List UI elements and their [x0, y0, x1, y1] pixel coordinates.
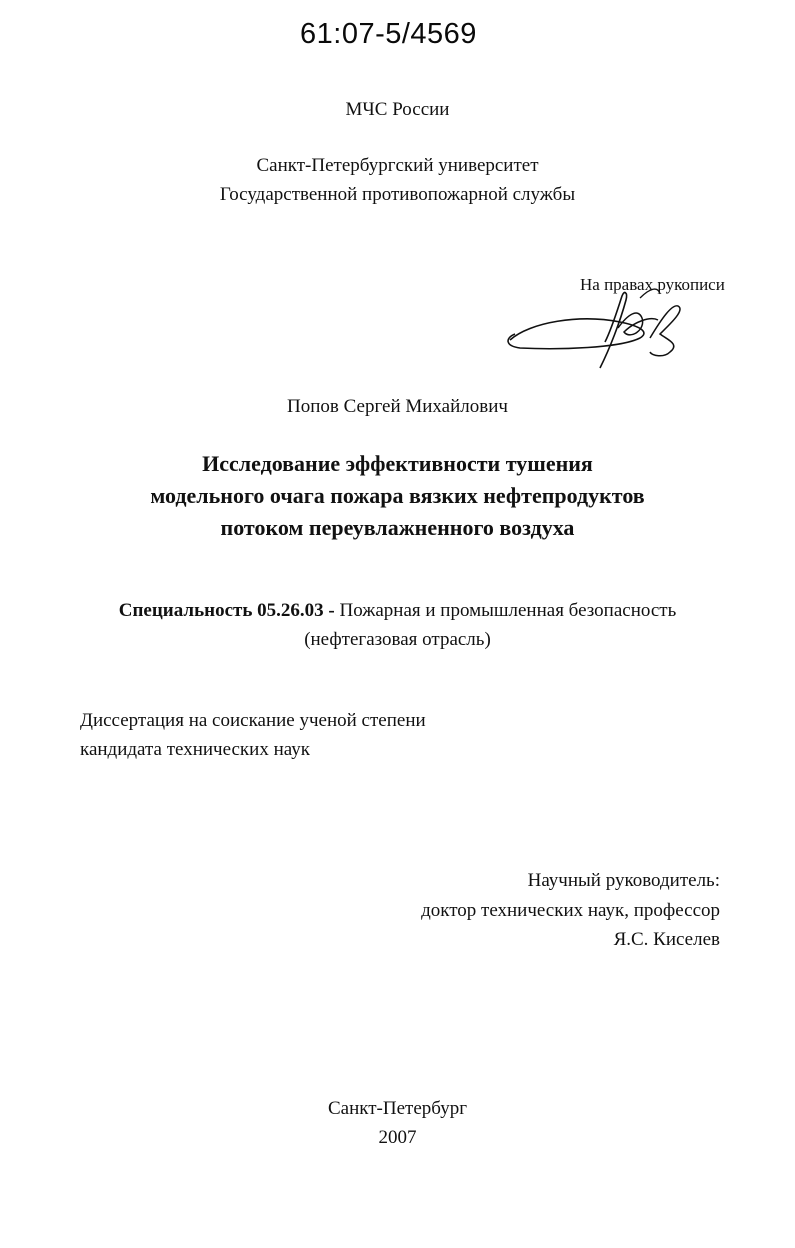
catalog-number: 61:07-5/4569	[300, 18, 477, 50]
signature-image	[500, 278, 700, 378]
title-line-3: потоком переувлажненного воздуха	[220, 515, 575, 540]
specialty-line-2: (нефтегазовая отрасль)	[304, 629, 491, 650]
specialty-description: Пожарная и промышленная безопасность	[334, 600, 677, 621]
author-name: Попов Сергей Михайлович	[287, 396, 508, 417]
year: 2007	[378, 1127, 417, 1148]
dissertation-line-2: кандидата технических наук	[80, 739, 310, 760]
ministry: МЧС России	[345, 99, 450, 120]
supervisor-degree: доктор технических наук, профессор	[421, 900, 720, 921]
specialty-line-1	[0, 596, 795, 625]
city: Санкт-Петербург	[327, 1098, 467, 1119]
supervisor-name: Я.С. Киселев	[613, 929, 720, 950]
title-line-1: Исследование эффективности тушения	[202, 451, 593, 476]
supervisor-heading: Научный руководитель:	[527, 870, 720, 891]
specialty-label: Специальность 05.26.03 -	[118, 600, 335, 621]
university-line-2: Государственной противопожарной службы	[219, 184, 576, 205]
dissertation-line-1: Диссертация на соискание ученой степени	[80, 710, 426, 731]
university-line-1: Санкт-Петербургский университет	[256, 155, 539, 176]
title-line-2: модельного очага пожара вязких нефтепродуктов	[150, 483, 645, 508]
manuscript-note: На правах рукописи	[580, 275, 725, 294]
